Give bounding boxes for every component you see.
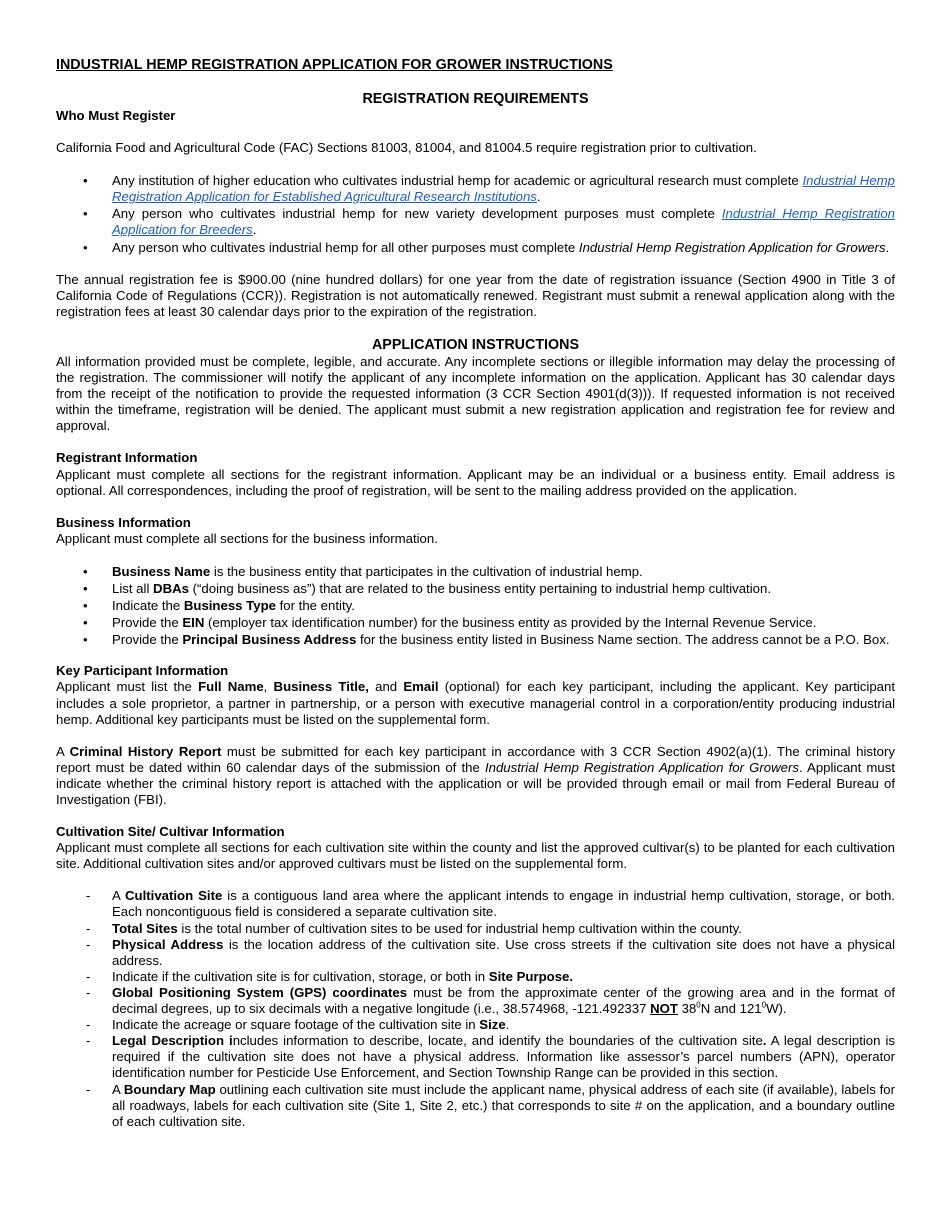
registration-requirements-heading: REGISTRATION REQUIREMENTS xyxy=(362,91,589,107)
list-item: • Provide the Principal Business Address for the business entity listed in Business Name section. The address cannot be a P.O. Box. xyxy=(56,632,895,648)
growers-application-title: Industrial Hemp Registration Application for Growers xyxy=(578,239,886,255)
list-item: • Business Name is the business entity that participates in the cultivation of industrial hemp. xyxy=(56,564,895,580)
list-item: - Legal Description includes information to describe, locate, and identify the boundaries of the cultivation site. A legal description is required if the cultivation site does not have a physical address. Information like assessor’s parcel numbers (APN), operator identification number for Pesticide Use Enforcement, and Section Township Range can be provided in this section. xyxy=(56,1033,895,1081)
business-information-list xyxy=(56,564,895,648)
application-instructions-heading: APPLICATION INSTRUCTIONS xyxy=(371,336,580,353)
document-title: INDUSTRIAL HEMP REGISTRATION APPLICATION FOR GROWER INSTRUCTIONS xyxy=(56,57,613,73)
registration-fee-paragraph: The annual registration fee is $900.00 (nine hundred dollars) for one year from the date of registration issuance (Section 4900 in Title 3 of California Code of Regulations (CCR)). Registration is not automatically renewed. Registrant must submit a renewal application along with the registration fees at least 30 calendar days prior to the expiration of the registration. xyxy=(56,271,895,319)
cultivation-site-intro: Applicant must complete all sections for each cultivation site within the county and list the approved cultivar(s) to be planted for each cultivation site. Additional cultivation sites and/or approved cultivars must be listed on the supplemental form. xyxy=(56,840,895,872)
cultivation-site-heading: Cultivation Site/ Cultivar Information xyxy=(56,824,285,840)
breeders-application-link[interactable]: Industrial Hemp Registration Application for Breeders xyxy=(112,206,895,238)
research-institutions-application-link[interactable]: Industrial Hemp Registration Application for Established Agricultural Research Institutions xyxy=(112,173,895,205)
business-information-heading: Business Information xyxy=(56,514,191,530)
list-item: • Any institution of higher education who cultivates industrial hemp for academic or agricultural research must complete Industrial Hemp Registration Application for Established Agricultural Research Institutions. xyxy=(56,173,895,205)
list-item: • Indicate the Business Type for the entity. xyxy=(56,598,895,614)
cultivation-site-list xyxy=(56,888,895,1129)
who-must-register-intro: California Food and Agricultural Code (FAC) Sections 81003, 81004, and 81004.5 require registration prior to cultivation. xyxy=(56,140,757,156)
list-item: - A Cultivation Site is a contiguous land area where the applicant intends to engage in industrial hemp cultivation, storage, or both. Each noncontiguous field is considered a separate cultivation site. xyxy=(56,888,895,920)
list-item: • Any person who cultivates industrial hemp for all other purposes must complete Industrial Hemp Registration Application for Growers. xyxy=(56,240,895,256)
list-item: - Indicate the acreage or square footage of the cultivation site in Size. xyxy=(56,1017,895,1033)
registrant-information-heading: Registrant Information xyxy=(56,450,198,466)
key-participant-paragraph: Applicant must list the Full Name, Business Title, and Email (optional) for each key participant, including the applicant. Key participant includes a sole proprietor, a partner in partnership, or a person with executive managerial control in a corporation/entity producing industrial hemp. Additional key participants must be listed on the supplemental form. xyxy=(56,679,895,727)
document-body xyxy=(56,56,895,1130)
list-item: - Indicate if the cultivation site is for cultivation, storage, or both in Site Purpose. xyxy=(56,969,895,985)
who-must-register-heading: Who Must Register xyxy=(56,108,176,123)
registrant-information-paragraph: Applicant must complete all sections for the registrant information. Applicant may be an individual or a business entity. Email address is optional. All correspondences, including the proof of registration, will be sent to the mailing address provided on the application. xyxy=(56,466,895,498)
list-item: - Global Positioning System (GPS) coordinates must be from the approximate center of the growing area and in the format of decimal degrees, up to six decimals with a negative longitude (i.e., 38.574968, -121.492337 NOT $38^0N$ and $121^0W$). xyxy=(56,985,895,1017)
list-item: - Physical Address is the location address of the cultivation site. Use cross streets if the cultivation site does not have a physical address. xyxy=(56,937,895,969)
list-item: - A Boundary Map outlining each cultivation site must include the applicant name, physical address of each site (if available), labels for all roadways, labels for each cultivation site (Site 1, Site 2, etc.) that corresponds to site # on the application, and a boundary outline of each cultivation site. xyxy=(56,1082,895,1130)
business-information-intro: Applicant must complete all sections for the business information. xyxy=(56,530,438,546)
list-item: - Total Sites is the total number of cultivation sites to be used for industrial hemp cultivation within the county. xyxy=(56,921,895,937)
list-item: • Provide the EIN (employer tax identification number) for the business entity as provided by the Internal Revenue Service. xyxy=(56,615,895,631)
list-item: • List all DBAs (“doing business as”) that are related to the business entity pertaining to industrial hemp cultivation. xyxy=(56,581,895,597)
list-item: • Any person who cultivates industrial hemp for new variety development purposes must complete Industrial Hemp Registration Application for Breeders. xyxy=(56,206,895,238)
application-instructions-paragraph: All information provided must be complete, legible, and accurate. Any incomplete sections or illegible information may delay the processing of the registration. The commissioner will notify the applicant of any incomplete information on the application. Applicant has 30 calendar days from the receipt of the notification to provide the requested information (3 CCR Section 4901(d(3))). If requested information is not received within the timeframe, registration will be denied. The applicant must submit a new registration application and registration fee for review and approval. xyxy=(56,353,895,434)
criminal-history-paragraph: A Criminal History Report must be submitted for each key participant in accordance with 3 CCR Section 4902(a)(1). The criminal history report must be dated within 60 calendar days of the submission of the Industrial Hemp Registration Application for Growers. Applicant must indicate whether the criminal history report is attached with the application or will be provided through email or mail from Federal Bureau of Investigation (FBI). xyxy=(56,743,896,807)
key-participant-heading: Key Participant Information xyxy=(56,663,229,679)
who-must-register-list xyxy=(56,173,895,255)
